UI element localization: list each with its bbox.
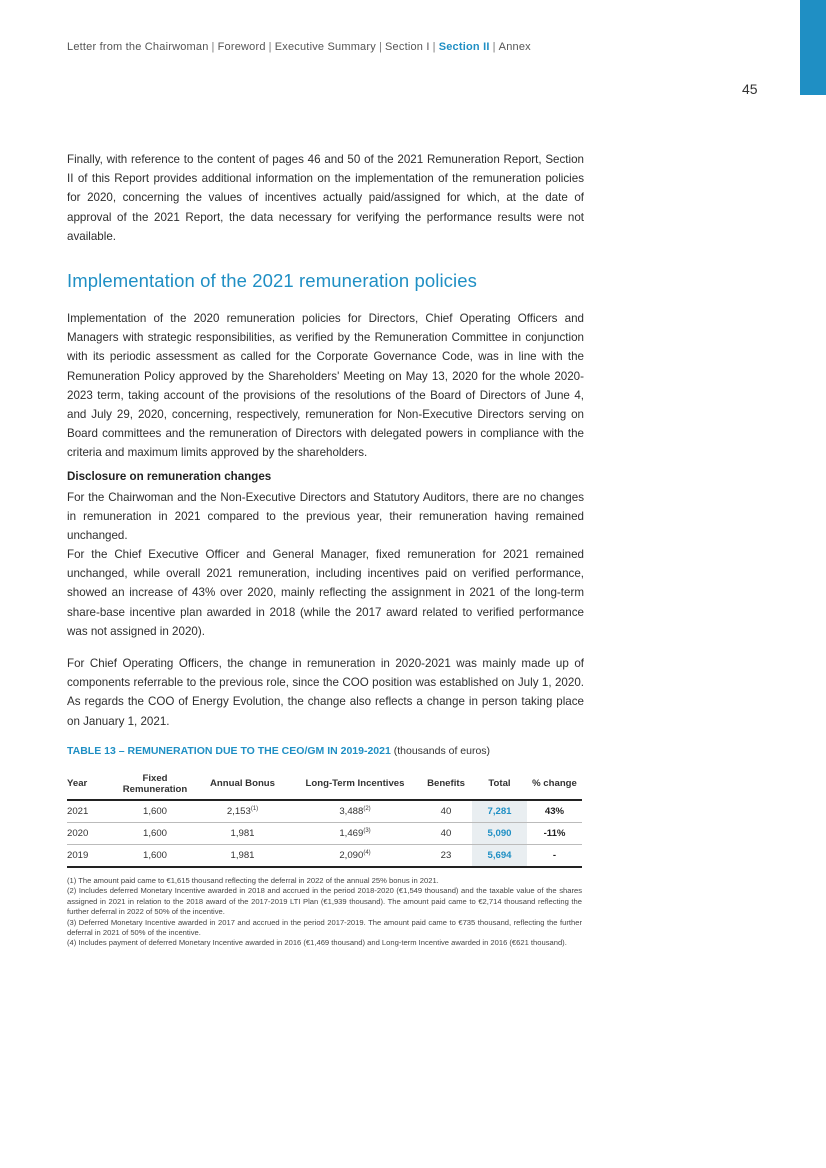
- breadcrumb-annex[interactable]: Annex: [498, 41, 531, 53]
- page-number: 45: [742, 81, 758, 97]
- disclosure-paragraph-3: For Chief Operating Officers, the change in remuneration in 2020-2021 was mainly made up of components referrable to the previous role, since the COO position was established on July 1, 2020. As regards the COO of Energy Evolution, the change also reflects a change in person taking place on January 1, 2021.: [67, 657, 584, 728]
- cell-bonus: [195, 800, 290, 823]
- table-caption: [67, 745, 490, 757]
- footnote-ref: (3): [363, 827, 371, 834]
- cell-total: 5,694: [472, 845, 527, 868]
- breadcrumb-separator: |: [378, 41, 383, 53]
- cell-lti-value: 2,090: [339, 850, 364, 861]
- table-caption-title: TABLE 13 – REMUNERATION DUE TO THE CEO/GM IN 2019-2021: [67, 745, 391, 757]
- cell-lti-value: 3,488: [339, 806, 364, 817]
- cell-fixed: 1,600: [115, 845, 195, 868]
- cell-lti: [290, 845, 420, 868]
- cell-year: 2020: [67, 823, 115, 845]
- breadcrumb-letter[interactable]: Letter from the Chairwoman: [67, 41, 209, 53]
- cell-total: 5,090: [472, 823, 527, 845]
- breadcrumb-section-1[interactable]: Section I: [385, 41, 430, 53]
- header-total: Total: [472, 768, 527, 800]
- breadcrumb: [67, 41, 531, 53]
- breadcrumb-separator: |: [211, 41, 215, 53]
- cell-benefits: 23: [420, 845, 472, 868]
- footnote-ref: (4): [363, 849, 371, 856]
- cell-bonus: [195, 823, 290, 845]
- disclosure-paragraph-2: For the Chief Executive Officer and General Manager, fixed remuneration for 2021 remained unchanged, while overall 2021 remuneration, including incentives paid on verified performance, showed an increase of 43% over 2020, mainly reflecting the assignment in 2021 of the long-term share-base incentive plan awarded in 2018 (while the 2017 award related to verified performance was not assigned in 2020).: [67, 548, 584, 638]
- disclosure-heading: Disclosure on remuneration changes: [67, 470, 272, 483]
- cell-year: 2021: [67, 800, 115, 823]
- cell-lti: [290, 823, 420, 845]
- implementation-paragraph: Implementation of the 2020 remuneration policies for Directors, Chief Operating Officers and Managers with strategic responsibilities, as verified by the Remuneration Committee in conjunction with its periodic assessment as called for the Corporate Governance Code, was in line with the Remuneration Policy approved by the Shareholders' Meeting on May 13, 2020 for the whole 2020-2023 term, taking account of the provisions of the resolutions of the Board of Directors of June 4, and July 29, 2020, concerning, respectively, remuneration for Non-Executive Directors serving on Board committees and the remuneration of Directors with delegated powers in compliance with the criteria and maximum limits approved by the shareholders.: [67, 312, 584, 460]
- cell-lti: [290, 800, 420, 823]
- cell-total: 7,281: [472, 800, 527, 823]
- remuneration-table: [67, 768, 582, 868]
- footnote-4: (4) Includes payment of deferred Monetary Incentive awarded in 2016 (€1,469 thousand) and Long-term Incentive awarded in 2016 (€621 thousand).: [67, 938, 567, 948]
- breadcrumb-separator: |: [432, 41, 436, 53]
- table-row: [67, 845, 582, 868]
- cell-bonus-value: 1,981: [230, 850, 255, 861]
- table-header-row: [67, 768, 582, 800]
- cell-benefits: 40: [420, 800, 472, 823]
- table-footnotes: [67, 876, 582, 949]
- header-annual-bonus: Annual Bonus: [195, 768, 290, 800]
- breadcrumb-executive-summary[interactable]: Executive Summary: [274, 41, 376, 53]
- header-year: Year: [67, 768, 115, 800]
- table-row: [67, 823, 582, 845]
- breadcrumb-foreword[interactable]: Foreword: [217, 41, 266, 53]
- cell-change: -11%: [527, 823, 582, 845]
- cell-bonus-value: 1,981: [230, 828, 255, 839]
- section-title: Implementation of the 2021 remuneration policies: [67, 270, 477, 291]
- footnote-ref: (1): [250, 805, 259, 812]
- cell-fixed: 1,600: [115, 800, 195, 823]
- cell-bonus-value: 2,153: [226, 806, 251, 817]
- header-fixed-remuneration: Fixed Remuneration: [115, 768, 195, 800]
- footnote-1: (1) The amount paid came to €1,615 thousand reflecting the deferral in 2022 of the annual 25% bonus in 2021.: [67, 876, 439, 885]
- disclosure-paragraph-1: For the Chairwoman and the Non-Executive Directors and Statutory Auditors, there are no changes in remuneration in 2021 compared to the previous year, their remuneration having remained unchanged.: [67, 491, 584, 543]
- footnote-2: (2) Includes deferred Monetary Incentive awarded in 2018 and accrued in the period 2018-2020 (€1,549 thousand) and the taxable value of the shares assigned in 2021 in relation to the 2018 award of the 2017-2019 LTI Plan (€1,939 thousand). The amount paid came to €2,714 thousand reflecting the further deferral in 2022 of 50% of the incentive.: [67, 886, 582, 917]
- cell-fixed: 1,600: [115, 823, 195, 845]
- breadcrumb-separator: |: [268, 41, 272, 53]
- table-caption-unit: (thousands of euros): [393, 745, 491, 757]
- cell-change: 43%: [527, 800, 582, 823]
- section-tab-marker: [800, 0, 826, 95]
- cell-benefits: 40: [420, 823, 472, 845]
- cell-lti-value: 1,469: [339, 828, 364, 839]
- header-benefits: Benefits: [420, 768, 472, 800]
- cell-bonus: [195, 845, 290, 868]
- header-long-term-incentives: Long-Term Incentives: [290, 768, 420, 800]
- header-percent-change: % change: [527, 768, 582, 800]
- cell-change: -: [527, 845, 582, 868]
- footnote-ref: (2): [363, 805, 371, 812]
- cell-year: 2019: [67, 845, 115, 868]
- footnote-3: (3) Deferred Monetary Incentive awarded in 2017 and accrued in the period 2017-2019. The amount paid came to €735 thousand, reflecting the further deferral in 2021 of 50% of the incentive.: [67, 917, 582, 938]
- breadcrumb-section-2-current[interactable]: Section II: [438, 41, 490, 53]
- intro-paragraph: Finally, with reference to the content of pages 46 and 50 of the 2021 Remuneration Report, Section II of this Report provides additional information on the implementation of the remuneration policies for 2020, concerning the values of incentives actually paid/assigned for which, at the date of approval of the 2021 Report, the data necessary for verifying the performance results were not available.: [67, 153, 584, 243]
- table-row: [67, 800, 582, 823]
- breadcrumb-separator: |: [492, 41, 496, 53]
